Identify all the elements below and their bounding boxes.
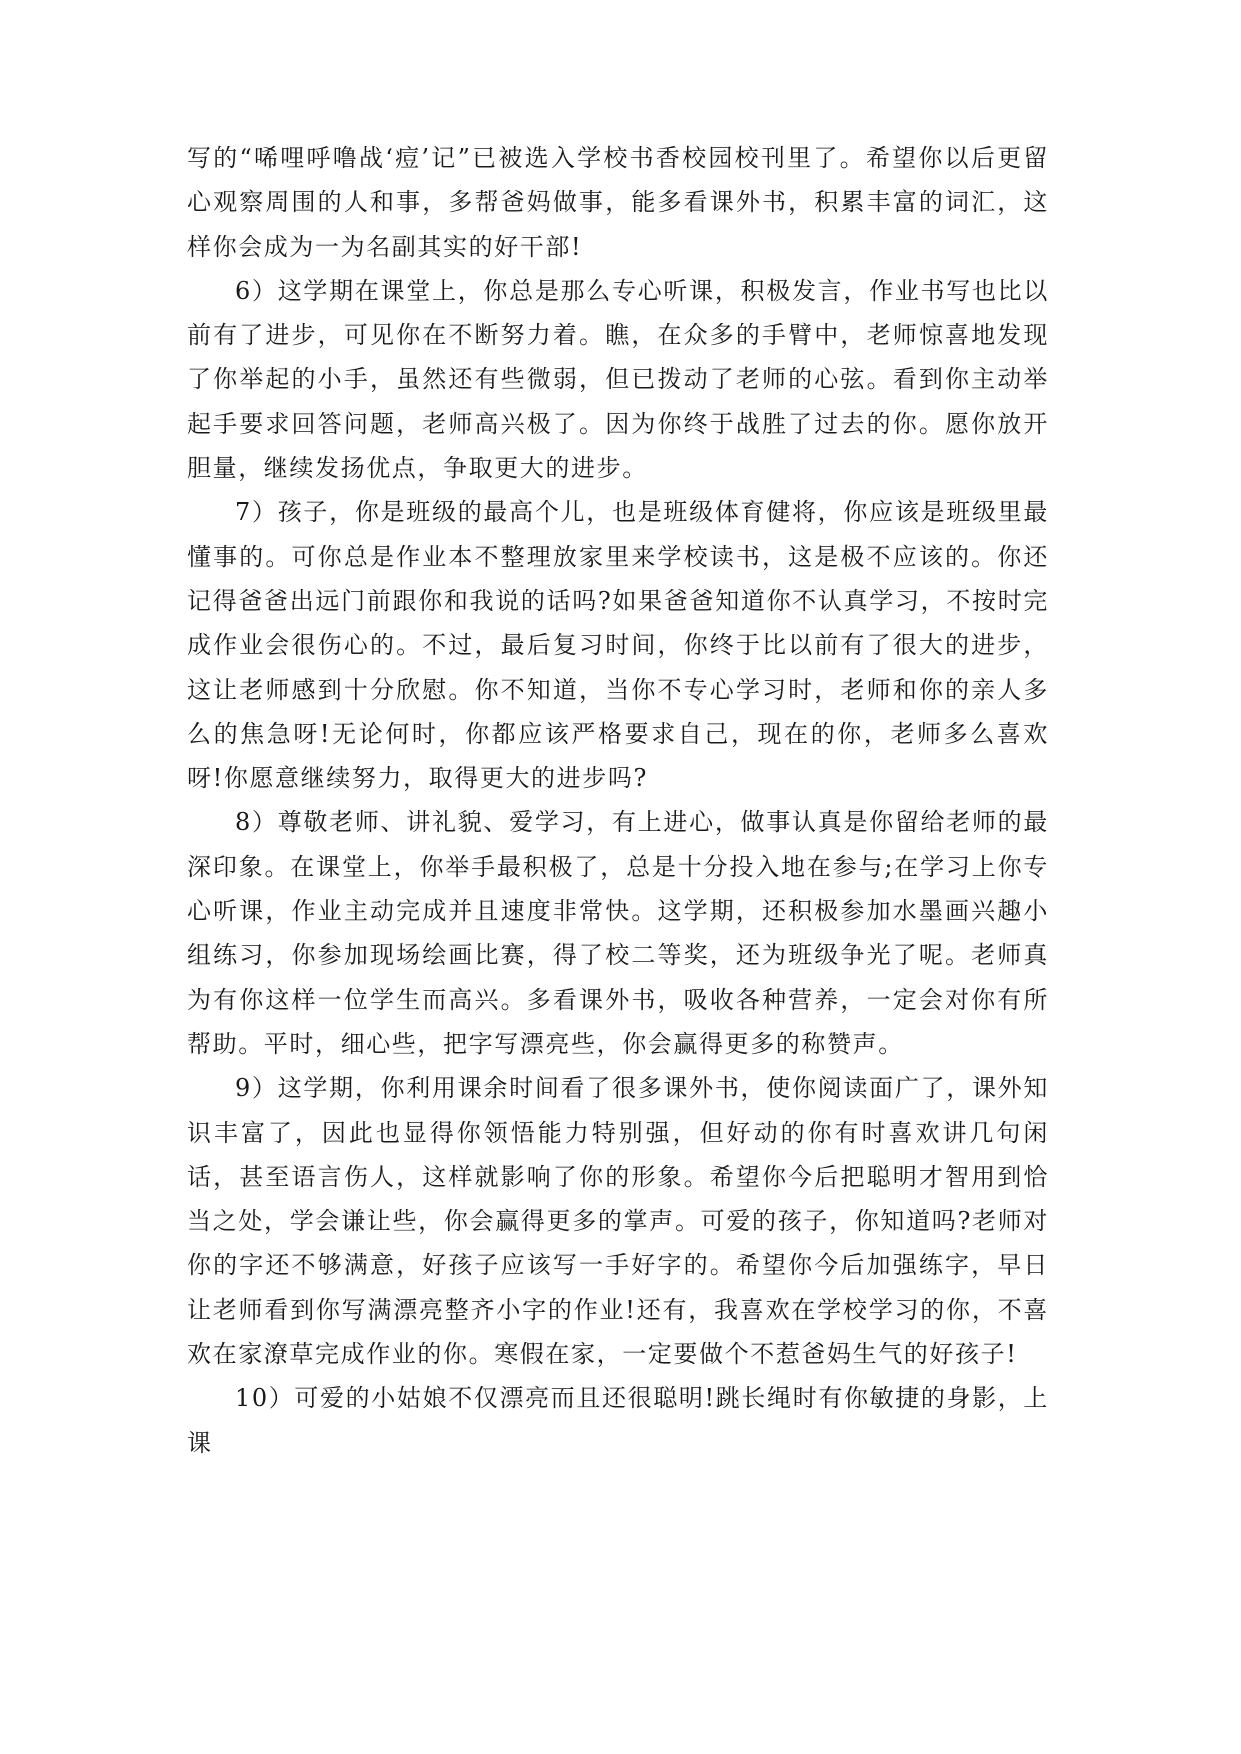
paragraph-10 bbox=[187, 1376, 1049, 1465]
paragraph-continued bbox=[187, 136, 1049, 269]
paragraph-number: 10） bbox=[235, 1384, 295, 1413]
document-body bbox=[187, 136, 1049, 1465]
paragraph-text: 孩子，你是班级的最高个儿，也是班级体育健将，你应该是班级里最懂事的。可你总是作业本不整理放家里来学校读书，这是极不应该的。你还记得爸爸出远门前跟你和我说的话吗?如果爸爸知道你不认真学习，不按时完成作业会很伤心的。不过，最后复习时间，你终于比以前有了很大的进步，这让老师感到十分欣慰。你不知道，当你不专心学习时，老师和你的亲人多么的焦急呀!无论何时，你都应该严格要求自己，现在的你，老师多么喜欢呀!你愿意继续努力，取得更大的进步吗? bbox=[187, 498, 1049, 793]
paragraph-number: 9） bbox=[235, 1074, 278, 1103]
paragraph-text: 写的“唏哩呼噜战‘痘’记”已被选入学校书香校园校刊里了。希望你以后更留心观察周围的人和事，多帮爸妈做事，能多看课外书，积累丰富的词汇，这样你会成为一为名副其实的好干部! bbox=[187, 144, 1049, 261]
paragraph-7 bbox=[187, 490, 1049, 800]
paragraph-number: 8） bbox=[235, 808, 278, 837]
paragraph-text: 这学期在课堂上，你总是那么专心听课，积极发言，作业书写也比以前有了进步，可见你在不断努力着。瞧，在众多的手臂中，老师惊喜地发现了你举起的小手，虽然还有些微弱，但已拨动了老师的心弦。看到你主动举起手要求回答问题，老师高兴极了。因为你终于战胜了过去的你。愿你放开胆量，继续发扬优点，争取更大的进步。 bbox=[187, 276, 1049, 483]
paragraph-number: 6） bbox=[235, 276, 278, 305]
paragraph-8 bbox=[187, 800, 1049, 1066]
paragraph-number: 7） bbox=[235, 498, 278, 527]
paragraph-text: 可爱的小姑娘不仅漂亮而且还很聪明!跳长绳时有你敏捷的身影，上课 bbox=[187, 1384, 1049, 1457]
paragraph-text: 尊敬老师、讲礼貌、爱学习，有上进心，做事认真是你留给老师的最深印象。在课堂上，你举手最积极了，总是十分投入地在参与;在学习上你专心听课，作业主动完成并且速度非常快。这学期，还积极参加水墨画兴趣小组练习，你参加现场绘画比赛，得了校二等奖，还为班级争光了呢。老师真为有你这样一位学生而高兴。多看课外书，吸收各种营养，一定会对你有所帮助。平时，细心些，把字写漂亮些，你会赢得更多的称赞声。 bbox=[187, 808, 1049, 1058]
paragraph-text: 这学期，你利用课余时间看了很多课外书，使你阅读面广了，课外知识丰富了，因此也显得你领悟能力特别强，但好动的你有时喜欢讲几句闲话，甚至语言伤人，这样就影响了你的形象。希望你今后把聪明才智用到恰当之处，学会谦让些，你会赢得更多的掌声。可爱的孩子，你知道吗?老师对你的字还不够满意，好孩子应该写一手好字的。希望你今后加强练字，早日让老师看到你写满漂亮整齐小字的作业!还有，我喜欢在学校学习的你，不喜欢在家潦草完成作业的你。寒假在家，一定要做个不惹爸妈生气的好孩子! bbox=[187, 1074, 1049, 1369]
paragraph-6 bbox=[187, 269, 1049, 490]
paragraph-9 bbox=[187, 1066, 1049, 1376]
